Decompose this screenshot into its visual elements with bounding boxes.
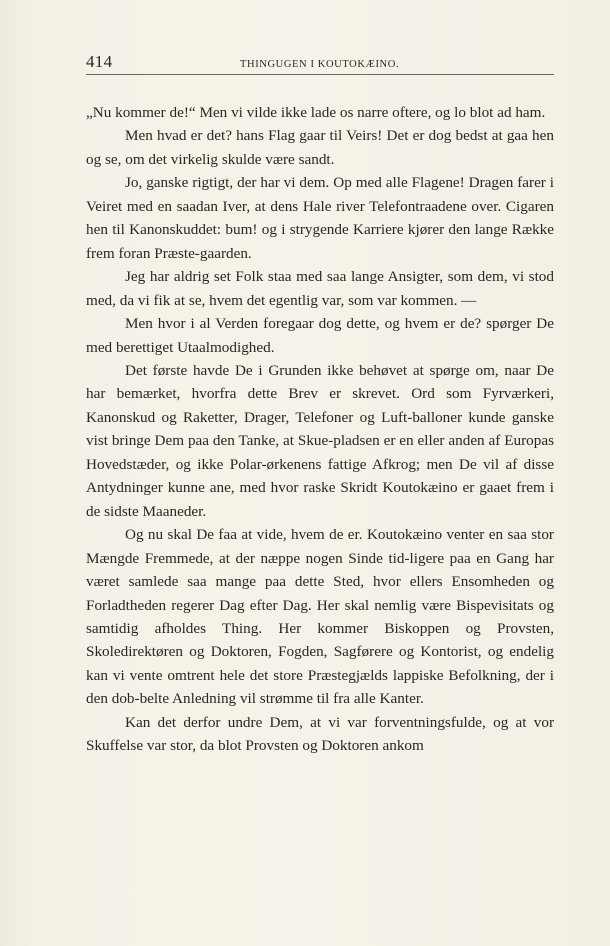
paragraph: „Nu kommer de!“ Men vi vilde ikke lade os narre oftere, og lo blot ad ham. <box>86 104 546 121</box>
page-number: 414 <box>86 52 113 71</box>
paragraph: Jo, ganske rigtigt, der har vi dem. Op med alle Flagene! Dragen farer i Veiret med en saadan Iver, at dens Hale river Telefontraadene over. Cigaren hen til Kanonskuddet: bum! og i strygende Karriere kjører den lange Række frem foran Præste-gaarden. <box>86 174 554 262</box>
paragraph: Kan det derfor undre Dem, at vi var forventningsfulde, og at vor Skuffelse var stor, da blot Provsten og Doktoren ankom <box>86 713 554 755</box>
paragraph: Jeg har aldrig set Folk staa med saa lange Ansigter, som dem, vi stod med, da vi fik at se, hvem det egentlig var, som var kommen. — <box>86 268 554 309</box>
paragraph: Men hvor i al Verden foregaar dog dette, og hvem er de? spørger De med berettiget Utaalmodighed. <box>86 315 554 356</box>
paragraph: Det første havde De i Grunden ikke behøvet at spørge om, naar De har bemærket, hvorfra dette Brev er skrevet. Ord som Fyrværkeri, Kanonskud og Raketter, Drager, Telefoner og Luft-balloner kunde ganske vist bringe Dem paa den Tanke, at Skue-pladsen er en eller anden af Europas Hovedstæder, og ikke Polar-ørkenens fattige Afkrog; men De vil af disse Antydninger kunne ane, med hvor raske Skridt Koutokæino er gaaet frem i de sidste Maaneder. <box>86 361 554 520</box>
running-title: THINGUGEN I KOUTOKÆINO. <box>240 59 400 70</box>
body-text <box>86 101 554 758</box>
page-header <box>86 52 554 75</box>
paragraph: Og nu skal De faa at vide, hvem de er. Koutokæino venter en saa stor Mængde Fremmede, at der næppe nogen Sinde tid-ligere paa en Gang har været samlede saa mange paa dette Sted, hvor ellers Ensomheden og Forladtheden regerer Dag efter Dag. Her skal nemlig være Bispevisitats og samtidig afholdes Thing. Her kommer Biskoppen og Provsten, Skoledirektøren og Doktoren, Fogden, Sagførere og Kontorist, og endelig kan vi vente omtrent hele det store Præstegjælds lappiske Befolkning, der i den dob-belte Anledning vil strømme til fra alle Kanter. <box>86 526 554 708</box>
paragraph: Men hvad er det? hans Flag gaar til Veirs! Det er dog bedst at gaa hen og se, om det virkelig skulde være sandt. <box>86 127 554 168</box>
